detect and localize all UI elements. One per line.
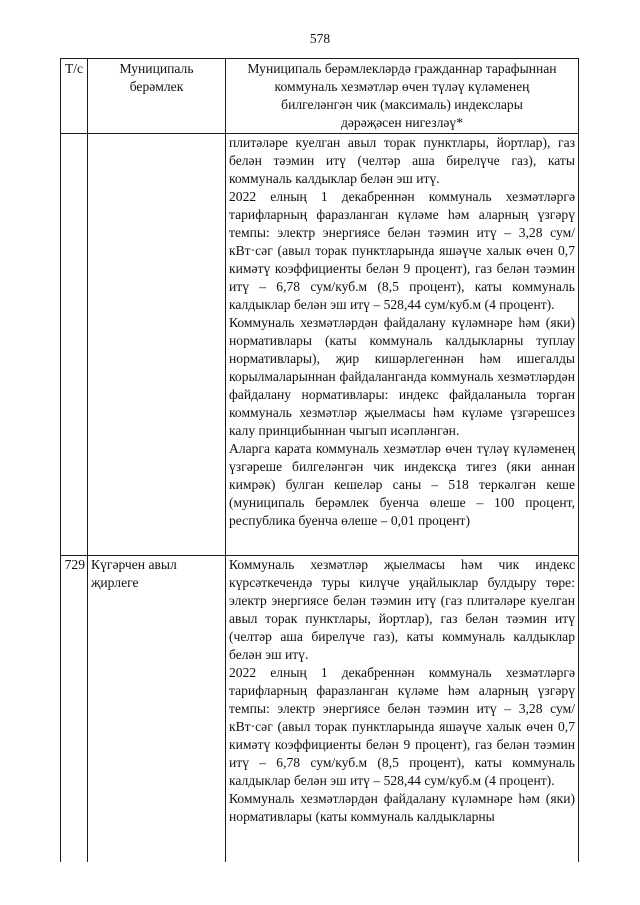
row-municipality	[88, 134, 226, 556]
header-municipality-line: Муниципаль	[119, 61, 194, 76]
row-justification	[226, 556, 579, 863]
justification-paragraph: Коммуналь хезмәтләр җыелмасы һәм чик индекс күрсәткечендә туры килүче уңайлыклар булдыру төре: электр энергиясе белән тәэмин итү (газ плитәләре куелган авыл торак пунктлары, йортлар), газ белән тәэмин итү (челтәр аша бирелүче газ), каты коммуналь калдыклар белән эш итү.	[229, 557, 575, 662]
justification-paragraph: 2022 елның 1 декабреннән коммуналь хезмәтләргә тарифларның фаразланган күләме һәм аларның үзгәрү темпы: электр энергиясе белән тәэмин итү – 3,28 сум/кВт·сәг (авыл торак пунктларында яшәүче халык өчен 0,7 кимәтү коэффициенты белән 9 процент), газ белән тәэмин итү – 6,78 сум/куб.м (8,5 процент), каты коммуналь калдыклар белән эш итү – 528,44 сум/куб.м (4 процент).	[229, 189, 575, 312]
justification-paragraph: плитәләре куелган авыл торак пунктлары, йортлар), газ белән тәэмин итү (челтәр аша бирелүче газ), каты коммуналь калдыклар белән эш итү.	[229, 135, 575, 186]
header-municipality-line: берәмлек	[129, 79, 184, 94]
header-justification-line: коммуналь хезмәтләр өчен түләү күләменең	[274, 79, 530, 94]
justification-paragraph: Коммуналь хезмәтләрдән файдалану күләмнәре һәм (яки) нормативлары (каты коммуналь калдыкларны	[229, 791, 575, 824]
table-row	[61, 556, 579, 863]
header-justification-line: дәрәҗәсен нигезләү*	[340, 115, 464, 130]
justification-paragraph: Аларга карата коммуналь хезмәтләр өчен түләү күләменең үзгәреше билгеләнгән чик индексқа тигез (яки аннан кимрәк) булган кешеләр саны – 518 теркәлгән кеше (муниципаль берәмлек буенча өлеше – 100 процент, республика буенча өлеше – 0,01 процент)	[229, 441, 575, 528]
header-justification-line: билгеләнгән чик (максималь) индекслары	[281, 97, 523, 112]
row-number: 729	[61, 556, 88, 863]
page-number: 578	[309, 31, 331, 46]
table-header-row	[61, 59, 579, 134]
row-justification	[226, 134, 579, 556]
header-number: Т/с	[61, 59, 88, 134]
municipal-index-table	[60, 58, 579, 862]
row-number	[61, 134, 88, 556]
header-justification-line: Муниципаль берәмлекләрдә гражданнар тарафыннан	[247, 61, 557, 76]
header-municipality	[88, 59, 226, 134]
row-municipality: Күгәрчен авыл җирлеге	[88, 556, 226, 863]
table-row	[61, 134, 579, 556]
header-justification	[226, 59, 579, 134]
justification-paragraph: Коммуналь хезмәтләрдән файдалану күләмнәре һәм (яки) нормативлары (каты коммуналь калдыкларны туплау нормативлары), җир кишәрлегеннән һәм ишегалды корылмаларыннан файдаланганда коммуналь хезмәтләрдән файдалану нормативлары: индекс файдаланыла торган коммуналь хезмәтләр җыелмасы һәм күләме үзгәрешсез калу принцибыннан чыгып исәпләнгән.	[229, 315, 575, 438]
justification-paragraph: 2022 елның 1 декабреннән коммуналь хезмәтләргә тарифларның фаразланган күләме һәм аларның үзгәрү темпы: электр энергиясе белән тәэмин итү – 3,28 сум/кВт·сәг (авыл торак пунктларында яшәүче халык өчен 0,7 кимәтү коэффициенты белән 9 процент), газ белән тәэмин итү – 6,78 сум/куб.м (8,5 процент), каты коммуналь калдыклар белән эш итү – 528,44 сум/куб.м (4 процент).	[229, 665, 575, 788]
